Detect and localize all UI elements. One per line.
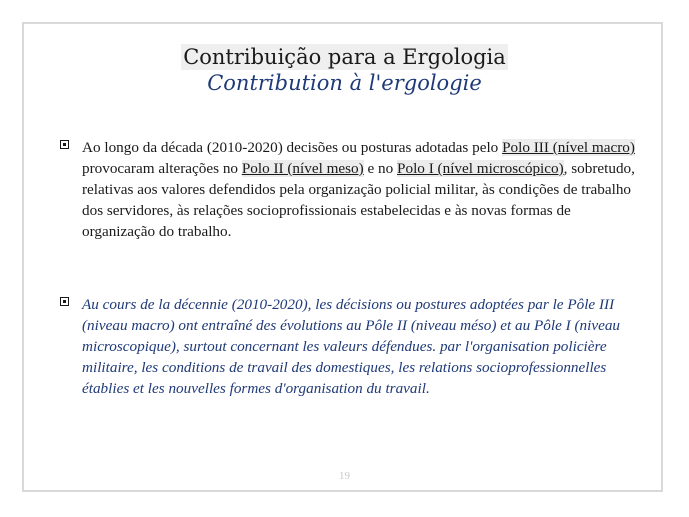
bullet-portuguese-text: [82, 137, 642, 242]
text-segment: e no: [363, 160, 398, 177]
text-segment: provocaram alterações no: [82, 160, 242, 177]
title-portuguese: Contribuição para a Ergologia: [183, 45, 506, 69]
square-bullet-icon: [60, 140, 69, 149]
highlight-polo-i: Polo I (nível microscópico): [397, 160, 564, 177]
title-french: Contribution à l'ergologie: [207, 71, 482, 95]
highlight-polo-ii: Polo II (nível meso): [241, 160, 364, 177]
title-block: [0, 44, 689, 96]
square-bullet-icon: [60, 297, 69, 306]
bullet-french-text: Au cours de la décennie (2010-2020), les décisions ou postures adoptées par le Pôle III (niveau macro) ont entraîné des évolutions au Pôle II (niveau méso) et au Pôle I (niveau microscopique), surtout concernant les valeurs défendues. par l'organisation policière militaire, les conditions de travail des domestiques, les relations socioprofessionnelles établies et les nouvelles formes d'organisation du travail.: [82, 296, 621, 397]
highlight-polo-iii: Polo III (nível macro): [502, 139, 635, 156]
text-segment: , sobretudo, relativas aos valores defendidos pela organização policial militar, às condições de trabalho dos servidores, às relações socioprofissionais estabelecidas e às novas formas de organização do trabalho.: [82, 160, 635, 240]
page-number: 19: [339, 470, 350, 482]
text-segment: Ao longo da década (2010-2020) decisões ou posturas adotadas pelo: [82, 139, 503, 156]
